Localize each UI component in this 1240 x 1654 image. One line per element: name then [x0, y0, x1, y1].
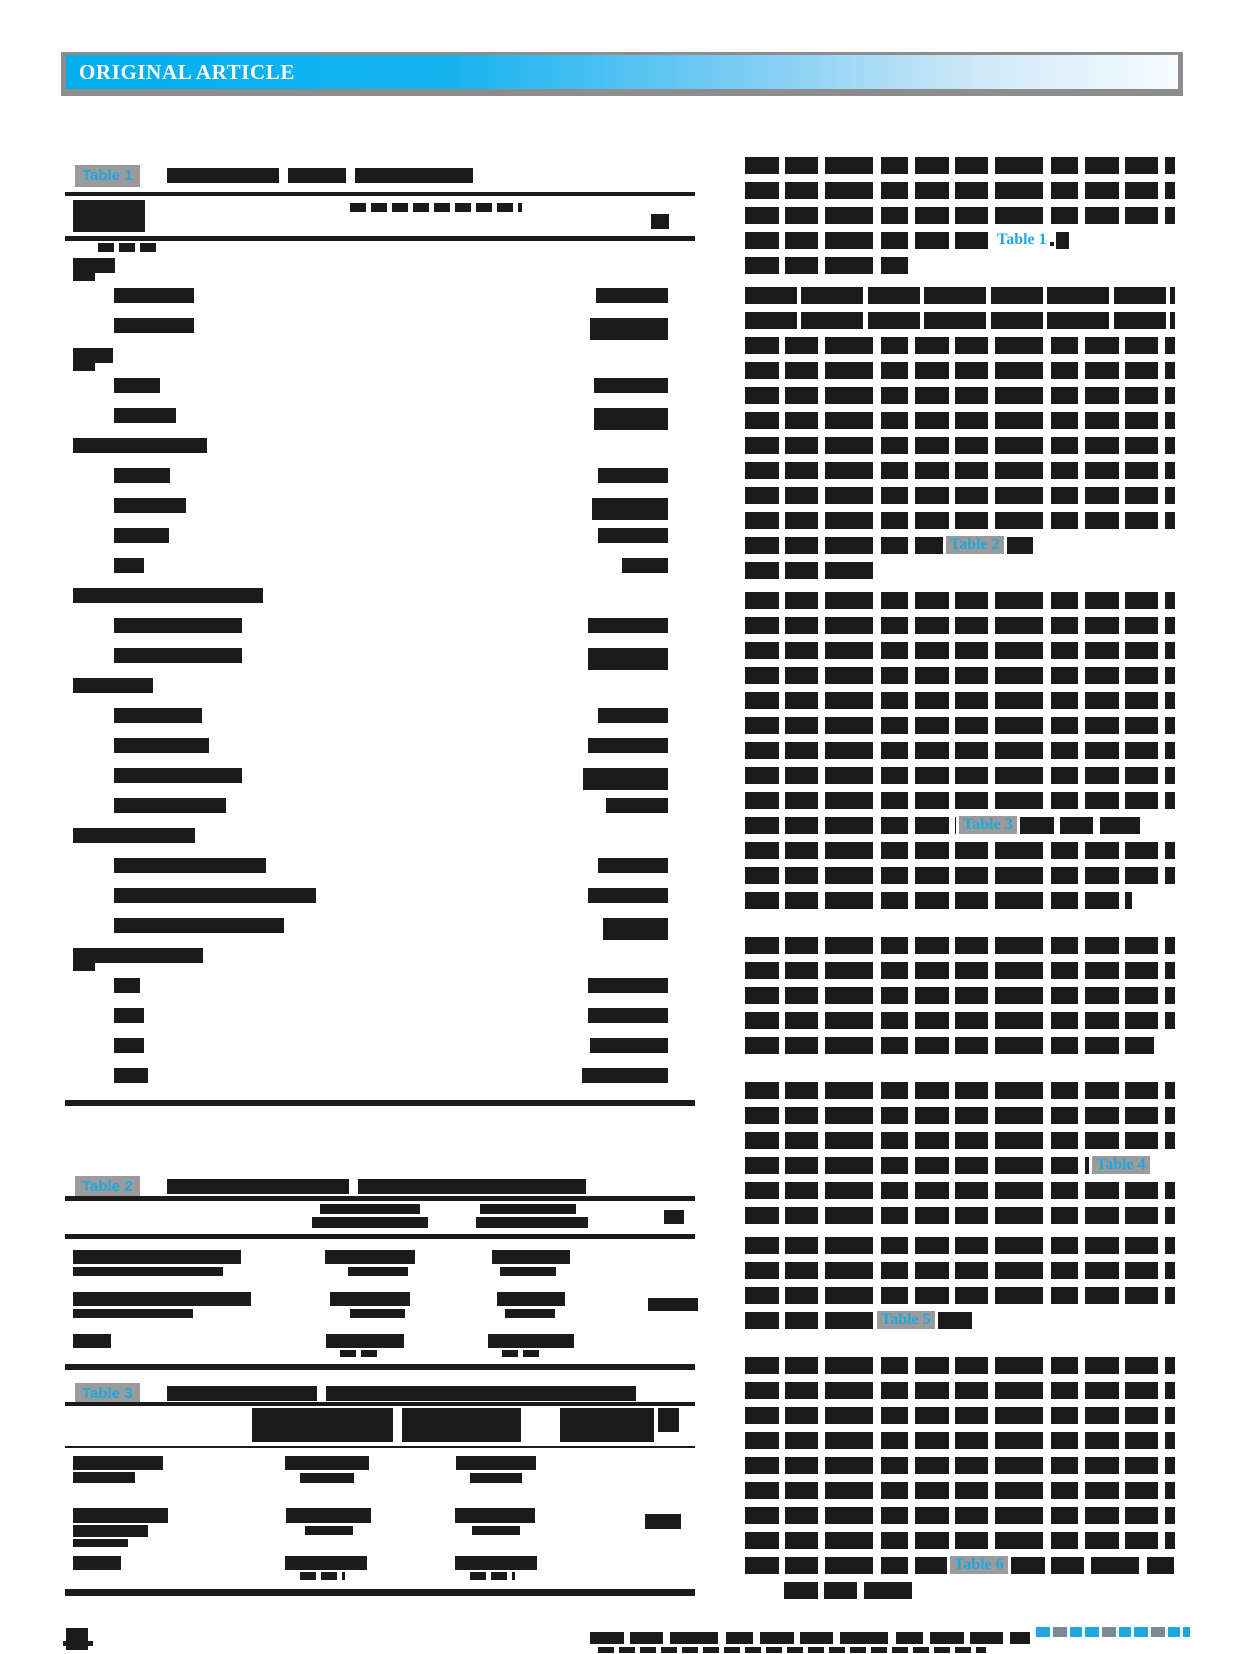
- article-type-banner: [66, 55, 1178, 89]
- redacted-text-line: [745, 437, 1175, 454]
- redacted-text-line: [745, 892, 1132, 909]
- redacted-caption-segment: [167, 1179, 349, 1194]
- table-2-cell-redaction: [350, 1309, 405, 1318]
- redacted-text-line: [745, 562, 874, 579]
- table-3-cell-redaction: [470, 1572, 515, 1580]
- table-2-cell-redaction: [330, 1292, 410, 1306]
- table-3-cell-redaction: [560, 1408, 654, 1442]
- table-1-cell-value-redaction: [582, 1068, 668, 1083]
- redacted-text-line: [745, 1432, 1175, 1449]
- redacted-text-line: [745, 157, 1175, 174]
- table-3-caption-redacted-text: [167, 1386, 636, 1401]
- redacted-text-line: [745, 1482, 1175, 1499]
- table-3-cell-redaction: [456, 1456, 536, 1470]
- table-1-cell-value-redaction: [588, 978, 668, 993]
- table-2-cell-redaction: [73, 1292, 251, 1306]
- table-1-row-label-redaction: [114, 318, 194, 333]
- table-1-row-label-redaction: [114, 558, 144, 573]
- redacted-text-segment: [745, 817, 956, 834]
- redacted-text-line: [745, 842, 1175, 859]
- table-1-row-label-redaction: [114, 978, 140, 993]
- table-1-row-group-label-redaction: [73, 828, 195, 843]
- redacted-text-line: [745, 937, 1175, 954]
- table-3-cell-redaction: [455, 1556, 537, 1570]
- table-1-rule: [65, 192, 695, 196]
- redacted-text-line: [745, 337, 1175, 354]
- table-1-row-label-redaction: [114, 918, 284, 933]
- redacted-caption-segment: [167, 168, 279, 183]
- table-1-cell-value-redaction: [588, 648, 668, 670]
- table-2-cell-redaction: [73, 1334, 111, 1348]
- redacted-text-line: [745, 767, 1175, 784]
- table-1-row-group-label-redaction: [73, 348, 113, 363]
- table-2-cell-redaction: [476, 1217, 588, 1228]
- table-2-cell-redaction: [73, 1250, 241, 1264]
- redacted-text-segment: [1056, 232, 1069, 249]
- article-type-label: ORIGINAL ARTICLE: [79, 59, 296, 84]
- redacted-text-line: [745, 207, 1175, 224]
- redacted-text-segment: [1020, 817, 1140, 834]
- table-2-cell-redaction: [648, 1298, 698, 1311]
- table-1-row-label-redaction: [114, 858, 266, 873]
- redacted-text-line: [745, 1207, 1175, 1224]
- table-3-cell-redaction: [645, 1514, 681, 1529]
- table-3-cell-redaction: [455, 1508, 535, 1523]
- table-3-cell-redaction: [300, 1473, 354, 1483]
- journal-info-redaction: [590, 1632, 1030, 1644]
- redacted-caption-segment: [326, 1386, 636, 1401]
- redacted-text-line: [745, 412, 1175, 429]
- redacted-text-line: [745, 1287, 1175, 1304]
- table-2-cell-redaction: [326, 1334, 404, 1348]
- redacted-text-line: [784, 1582, 917, 1599]
- table-3-cell-redaction: [252, 1408, 393, 1442]
- inline-table-5-reference[interactable]: Table 5: [877, 1311, 935, 1329]
- table-2-cell-redaction: [73, 1309, 193, 1318]
- table-3-cell-redaction: [73, 1556, 121, 1570]
- table-1-cell-value-redaction: [622, 558, 668, 573]
- redacted-text-line: [745, 692, 1175, 709]
- redacted-line-with-reference: [745, 1155, 1175, 1175]
- redacted-text-segment: [1011, 1557, 1174, 1574]
- redacted-text-line: [745, 1037, 1154, 1054]
- table-2-cell-redaction: [348, 1267, 408, 1276]
- redacted-text-line: [745, 182, 1175, 199]
- table-1-row-label-redaction: [114, 378, 160, 393]
- redacted-text-line: [745, 962, 1175, 979]
- table-1-column-header-redaction: [73, 200, 145, 232]
- table-1-rule: [65, 236, 695, 241]
- redacted-text-segment: [745, 1557, 947, 1574]
- table-1-row-label-redaction: [114, 648, 242, 663]
- inline-table-3-reference[interactable]: Table 3: [959, 816, 1017, 834]
- table-2-cell-redaction: [480, 1204, 576, 1214]
- table-1-row-label-redaction: [114, 768, 242, 783]
- table-1-cell-value-redaction: [588, 1008, 668, 1023]
- table-1-row-group-label-redaction: [73, 948, 203, 963]
- redacted-caption-segment: [358, 1179, 586, 1194]
- redacted-text-line: [745, 1457, 1175, 1474]
- redacted-line-with-reference: [745, 1555, 1175, 1575]
- redacted-text-line: [745, 1382, 1175, 1399]
- redacted-text-line: [745, 1082, 1175, 1099]
- table-1-cell-value-redaction: [603, 918, 668, 940]
- table-1-row-label-descender: [73, 273, 95, 281]
- table-2-caption-label: Table 2: [75, 1176, 140, 1198]
- redacted-line-with-reference: [745, 535, 1175, 555]
- table-2-cell-redaction: [320, 1204, 420, 1214]
- table-2-cell-redaction: [502, 1350, 542, 1357]
- redacted-caption-segment: [167, 1386, 317, 1401]
- redacted-text-line: [745, 667, 1175, 684]
- redacted-text-line: [745, 1262, 1175, 1279]
- redacted-text-segment: [745, 537, 943, 554]
- redacted-text-segment: [1007, 537, 1033, 554]
- table-1-row-label-descender: [73, 363, 95, 371]
- page-number: [63, 1641, 93, 1646]
- table-1-row-label-redaction: [114, 528, 169, 543]
- redacted-text-line: [745, 1237, 1175, 1254]
- table-1-row-label-redaction: [114, 408, 176, 423]
- table-2-rule: [65, 1364, 695, 1370]
- table-1-row-label-redaction: [114, 1008, 144, 1023]
- table-1-column-header-redaction: [651, 214, 669, 229]
- redacted-text-line: [745, 287, 1175, 304]
- redacted-text-segment: [745, 232, 994, 249]
- table-1-row-group-label-redaction: [73, 588, 263, 603]
- table-1-cell-value-redaction: [598, 708, 668, 723]
- table-1-cell-value-redaction: [583, 768, 668, 790]
- doi-link[interactable]: [1036, 1627, 1190, 1637]
- redacted-text-line: [745, 487, 1175, 504]
- sentence-period: [1050, 242, 1054, 246]
- redacted-text-line: [745, 1407, 1175, 1424]
- table-1-cell-value-redaction: [606, 798, 668, 813]
- table-3-cell-redaction: [472, 1526, 520, 1535]
- table-3-cell-redaction: [73, 1525, 148, 1537]
- table-3-cell-redaction: [285, 1556, 367, 1570]
- redacted-text-line: [745, 1507, 1175, 1524]
- table-1-cell-value-redaction: [588, 888, 668, 903]
- table-1-row-label-redaction: [114, 1068, 148, 1083]
- table-2-cell-redaction: [492, 1250, 570, 1264]
- redacted-text-line: [745, 362, 1175, 379]
- table-3-rule: [65, 1402, 695, 1406]
- table-2-cell-redaction: [312, 1217, 428, 1228]
- table-3-caption-label: Table 3: [75, 1383, 140, 1405]
- inline-table-6-reference[interactable]: Table 6: [950, 1556, 1008, 1574]
- table-1-row-group-label-redaction: [73, 258, 115, 273]
- table-1-column-header-redaction: [98, 243, 160, 252]
- table-2-cell-redaction: [497, 1292, 565, 1306]
- table-1-row-label-descender: [73, 963, 95, 971]
- table-3-cell-redaction: [73, 1456, 163, 1470]
- table-1-caption-label: Table 1: [75, 165, 140, 187]
- table-3-cell-redaction: [73, 1508, 168, 1523]
- redacted-line-with-reference: [745, 1310, 1175, 1330]
- table-1-cell-value-redaction: [592, 498, 668, 520]
- redacted-text-line: [745, 1012, 1175, 1029]
- redacted-text-segment: [938, 1312, 977, 1329]
- table-3-cell-redaction: [73, 1539, 128, 1547]
- table-3-cell-redaction: [305, 1526, 353, 1535]
- table-2-rule: [65, 1234, 695, 1239]
- table-2-cell-redaction: [505, 1309, 555, 1318]
- table-1-cell-value-redaction: [588, 618, 668, 633]
- table-1-cell-value-redaction: [594, 378, 668, 393]
- redacted-text-segment: [745, 1312, 874, 1329]
- redacted-text-line: [745, 462, 1175, 479]
- redacted-text-line: [745, 512, 1175, 529]
- redacted-line-with-reference: [745, 815, 1175, 835]
- table-1-cell-value-redaction: [594, 408, 668, 430]
- table-3-cell-redaction: [658, 1408, 679, 1432]
- redacted-text-line: [745, 792, 1175, 809]
- redacted-caption-segment: [355, 168, 473, 183]
- redacted-text-line: [745, 312, 1175, 329]
- redacted-text-line: [745, 592, 1175, 609]
- table-1-column-header-redaction: [350, 203, 522, 212]
- redacted-text-line: [745, 387, 1175, 404]
- table-3-cell-redaction: [300, 1572, 345, 1580]
- journal-info-redaction: [598, 1647, 986, 1653]
- redacted-line-with-reference: [745, 230, 1175, 250]
- table-2-cell-redaction: [325, 1250, 415, 1264]
- table-1-cell-value-redaction: [588, 738, 668, 753]
- table-1-row-label-redaction: [114, 468, 170, 483]
- redacted-text-line: [745, 1107, 1175, 1124]
- table-1-cell-value-redaction: [590, 1038, 668, 1053]
- redacted-text-line: [745, 1532, 1175, 1549]
- table-1-row-label-redaction: [114, 1038, 144, 1053]
- table-2-cell-redaction: [664, 1210, 684, 1224]
- table-2-caption-redacted-text: [167, 1179, 586, 1194]
- table-3-cell-redaction: [73, 1472, 135, 1483]
- table-1-row-label-redaction: [114, 708, 202, 723]
- redacted-text-line: [745, 742, 1175, 759]
- redacted-text-line: [745, 717, 1175, 734]
- redacted-text-segment: [745, 1157, 1089, 1174]
- table-3-rule: [65, 1589, 695, 1596]
- redacted-text-line: [745, 617, 1175, 634]
- table-2-cell-redaction: [340, 1350, 380, 1357]
- redacted-text-line: [745, 257, 908, 274]
- table-3-rule: [65, 1446, 695, 1448]
- table-3-cell-redaction: [286, 1508, 371, 1523]
- page-number: [66, 1628, 88, 1650]
- table-1-cell-value-redaction: [598, 468, 668, 483]
- redacted-caption-segment: [288, 168, 346, 183]
- table-1-row-label-redaction: [114, 888, 316, 903]
- redacted-text-line: [745, 1132, 1175, 1149]
- inline-table-1-reference[interactable]: Table 1: [997, 231, 1047, 248]
- table-3-cell-redaction: [285, 1456, 369, 1470]
- table-1-caption-redacted-text: [167, 168, 473, 183]
- table-1-row-label-redaction: [114, 498, 186, 513]
- table-1-cell-value-redaction: [598, 858, 668, 873]
- table-2-cell-redaction: [488, 1334, 574, 1348]
- table-1-rule: [65, 1100, 695, 1106]
- redacted-text-line: [745, 1182, 1175, 1199]
- table-2-rule: [65, 1196, 695, 1201]
- redacted-text-line: [745, 867, 1175, 884]
- table-1-row-label-redaction: [114, 618, 242, 633]
- table-1-cell-value-redaction: [598, 528, 668, 543]
- table-1-cell-value-redaction: [590, 318, 668, 340]
- redacted-text-line: [745, 987, 1175, 1004]
- redacted-text-line: [745, 642, 1175, 659]
- inline-table-4-reference[interactable]: Table 4: [1092, 1156, 1150, 1174]
- table-1-row-label-redaction: [114, 738, 209, 753]
- table-1-row-group-label-redaction: [73, 678, 153, 693]
- table-3-cell-redaction: [402, 1408, 521, 1442]
- table-2-cell-redaction: [500, 1267, 556, 1276]
- table-1-row-label-redaction: [114, 798, 226, 813]
- table-3-cell-redaction: [470, 1473, 522, 1483]
- table-1-row-group-label-redaction: [73, 438, 207, 453]
- table-2-cell-redaction: [73, 1267, 223, 1276]
- redacted-text-line: [745, 1357, 1175, 1374]
- inline-table-2-reference[interactable]: Table 2: [946, 536, 1004, 554]
- table-1-cell-value-redaction: [596, 288, 668, 303]
- table-1-row-label-redaction: [114, 288, 194, 303]
